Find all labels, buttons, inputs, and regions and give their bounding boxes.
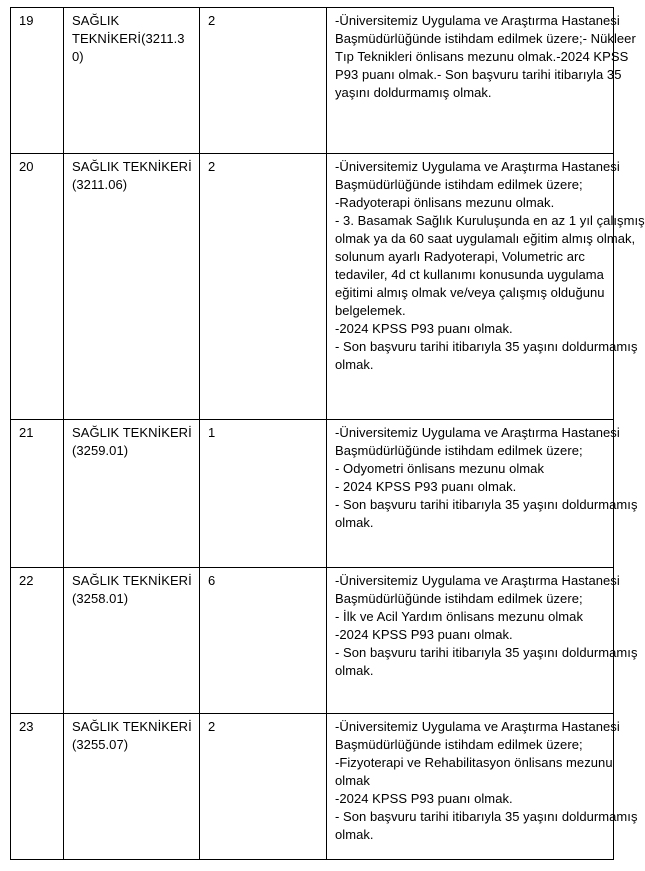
position-count: 6 [200, 568, 327, 714]
position-count: 1 [200, 420, 327, 568]
position-requirements: -Üniversitemiz Uygulama ve Araştırma Hastanesi Başmüdürlüğünde istihdam edilmek üzere;- Nükleer Tıp Teknikleri önlisans mezunu olmak.-2024 KPSS P93 puanı olmak.- Son başvuru tarihi itibarıyla 35 yaşını doldurmamış olmak. [327, 8, 614, 154]
table-row [11, 154, 614, 420]
position-requirements: -Üniversitemiz Uygulama ve Araştırma Hastanesi Başmüdürlüğünde istihdam edilmek üzere; - Odyometri önlisans mezunu olmak - 2024 KPSS P93 puanı olmak. - Son başvuru tarihi itibarıyla 35 yaşını doldurmamış olmak. [327, 420, 614, 568]
position-title: SAĞLIK TEKNİKERİ (3259.01) [64, 420, 200, 568]
row-number: 23 [11, 714, 64, 860]
row-number: 21 [11, 420, 64, 568]
table-row [11, 420, 614, 568]
position-title: SAĞLIK TEKNİKERİ(3211.3 0) [64, 8, 200, 154]
position-title: SAĞLIK TEKNİKERİ (3211.06) [64, 154, 200, 420]
table-row [11, 8, 614, 154]
row-number: 22 [11, 568, 64, 714]
table-row [11, 568, 614, 714]
position-requirements: -Üniversitemiz Uygulama ve Araştırma Hastanesi Başmüdürlüğünde istihdam edilmek üzere; -Radyoterapi önlisans mezunu olmak. - 3. Basamak Sağlık Kuruluşunda en az 1 yıl çalışmış olmak ya da 60 saat uygulamalı eğitim almış olmak, solunum ayarlı Radyoterapi, Volumetric arc tedaviler, 4d ct kullanımı konusunda uygulama eğitimi almış olmak ve/veya çalışmış olduğunu belgelemek. -2024 KPSS P93 puanı olmak. - Son başvuru tarihi itibarıyla 35 yaşını doldurmamış olmak. [327, 154, 614, 420]
position-title: SAĞLIK TEKNİKERİ (3258.01) [64, 568, 200, 714]
position-count: 2 [200, 8, 327, 154]
position-count: 2 [200, 714, 327, 860]
job-positions-table [10, 7, 645, 860]
position-requirements: -Üniversitemiz Uygulama ve Araştırma Hastanesi Başmüdürlüğünde istihdam edilmek üzere; -Fizyoterapi ve Rehabilitasyon önlisans mezunu olmak -2024 KPSS P93 puanı olmak. - Son başvuru tarihi itibarıyla 35 yaşını doldurmamış olmak. [327, 714, 614, 860]
row-number: 20 [11, 154, 64, 420]
row-number: 19 [11, 8, 64, 154]
position-count: 2 [200, 154, 327, 420]
position-requirements: -Üniversitemiz Uygulama ve Araştırma Hastanesi Başmüdürlüğünde istihdam edilmek üzere; - İlk ve Acil Yardım önlisans mezunu olmak -2024 KPSS P93 puanı olmak. - Son başvuru tarihi itibarıyla 35 yaşını doldurmamış olmak. [327, 568, 614, 714]
table-row [11, 714, 614, 860]
position-title: SAĞLIK TEKNİKERİ (3255.07) [64, 714, 200, 860]
